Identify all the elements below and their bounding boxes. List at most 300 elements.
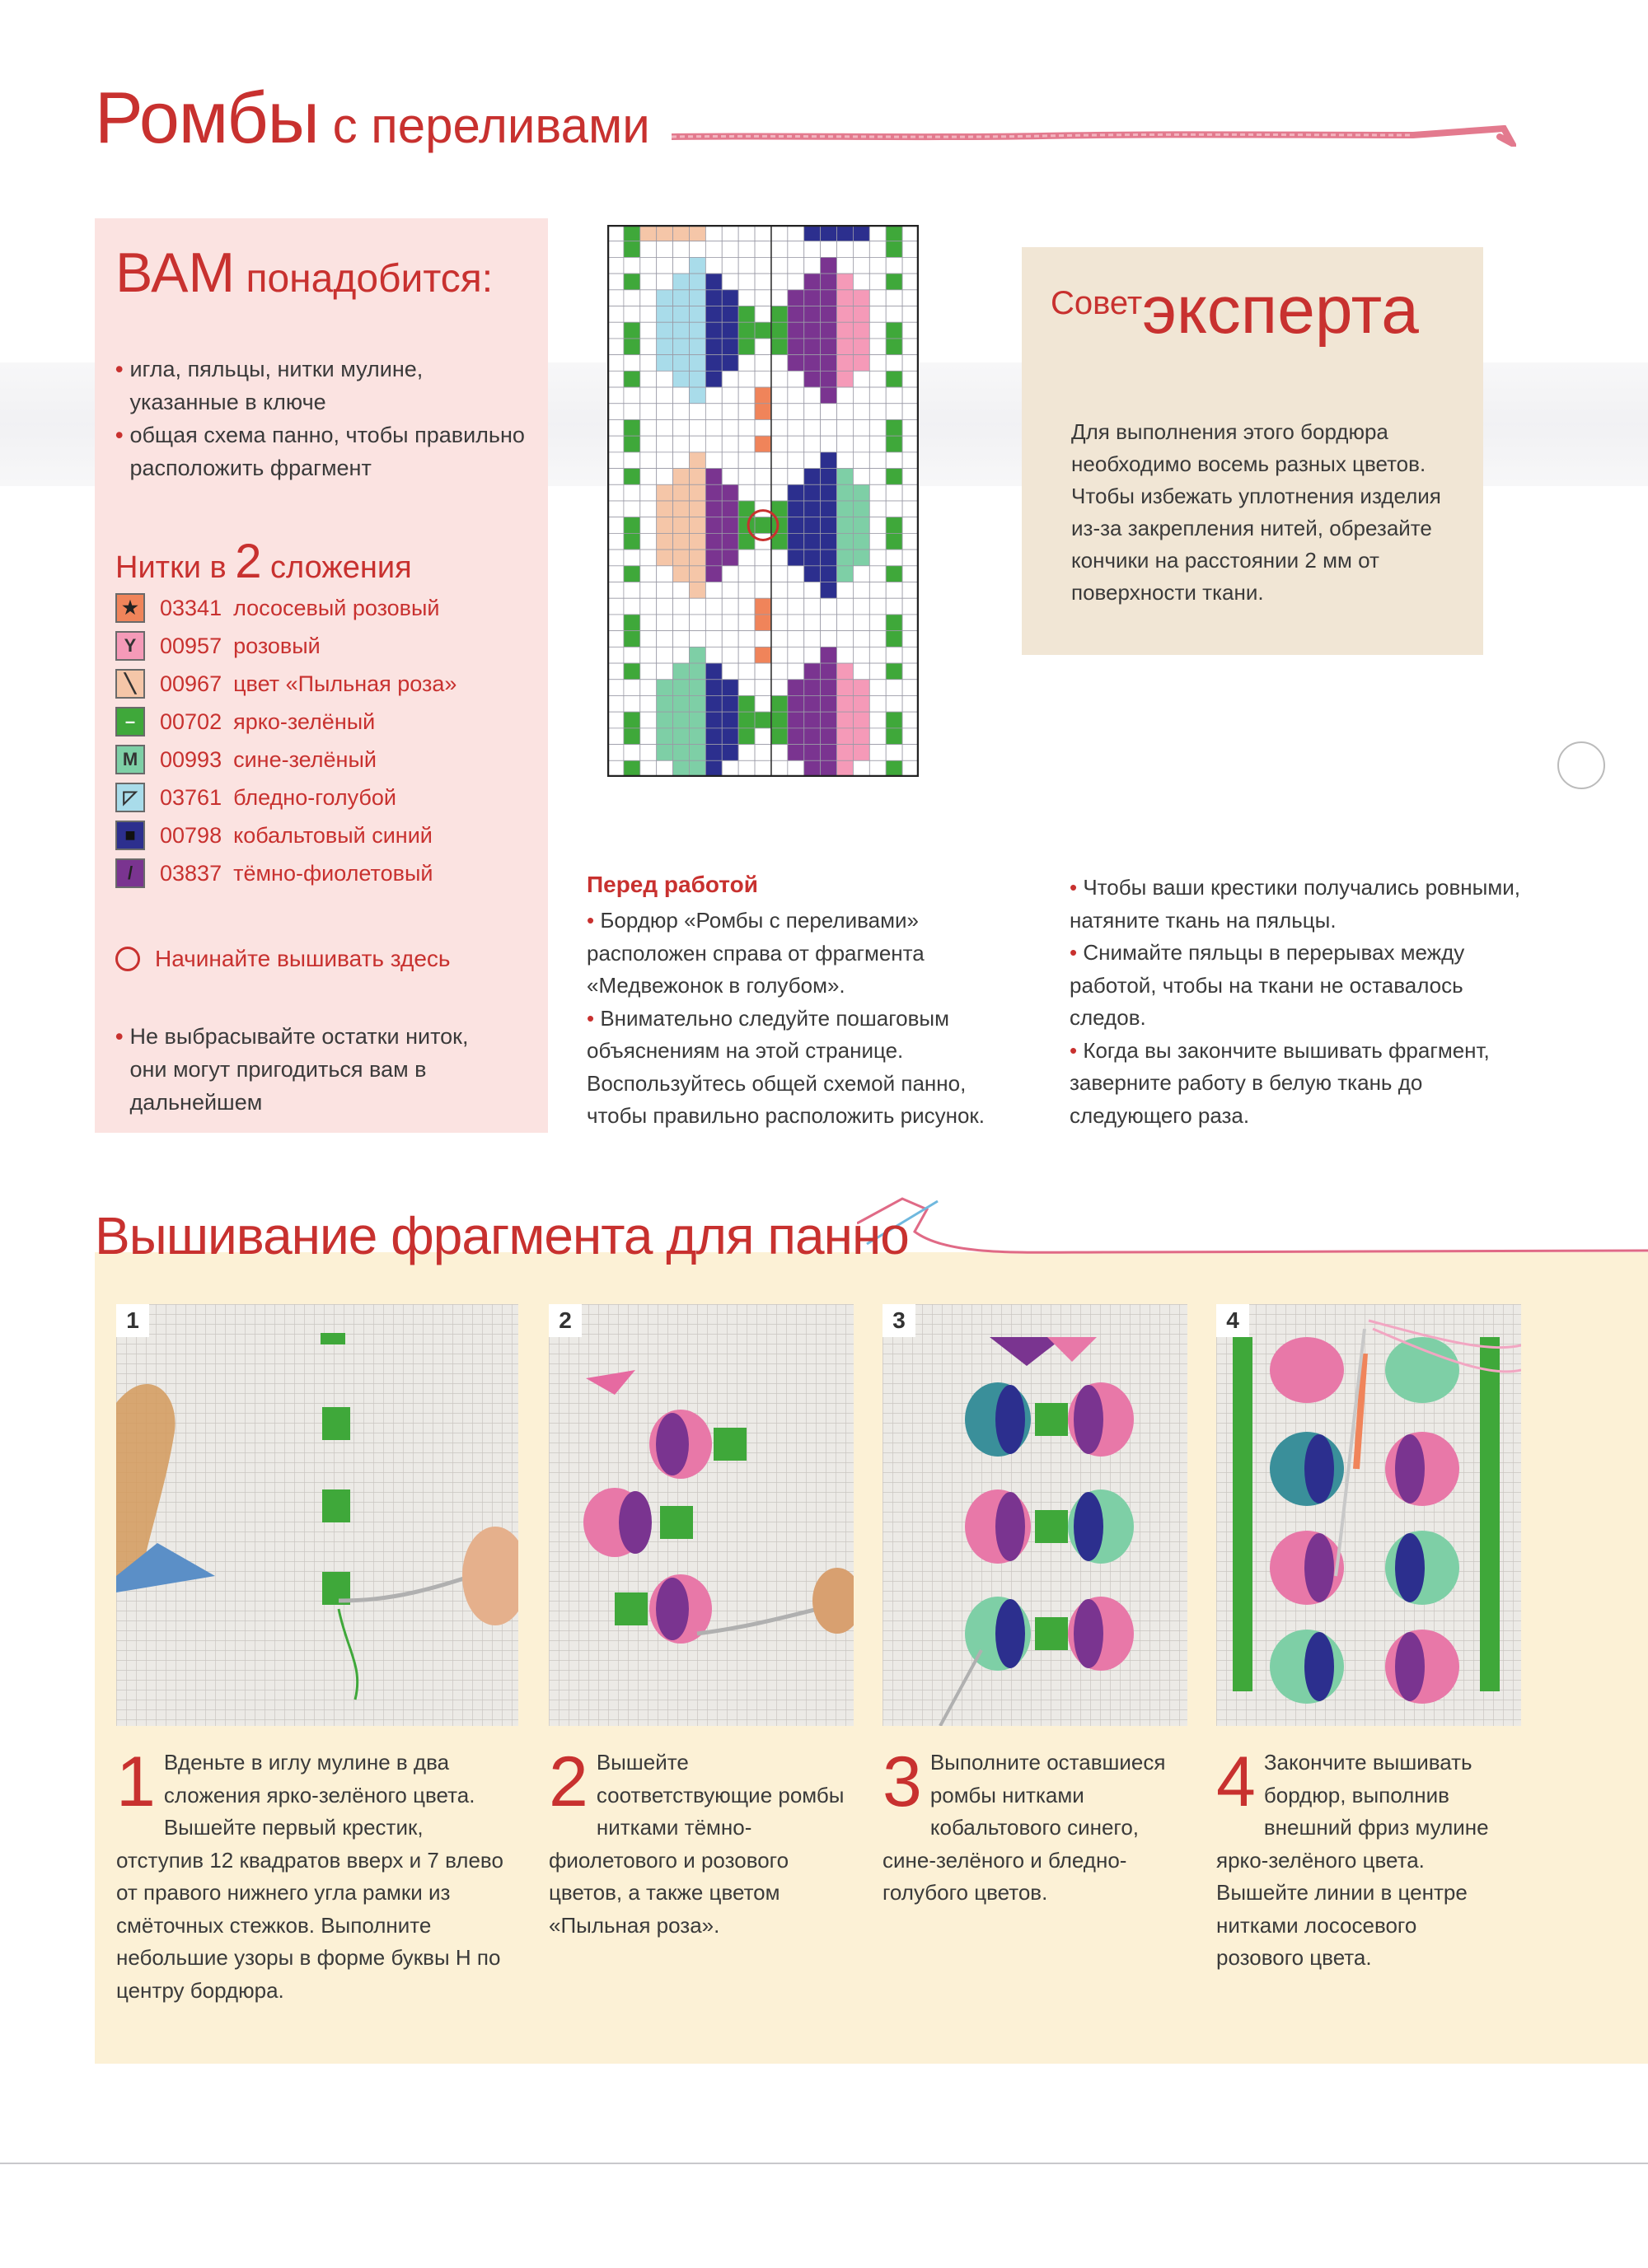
- chart-cell: [821, 695, 837, 712]
- chart-cell: [607, 501, 624, 517]
- chart-cell: [607, 680, 624, 696]
- chart-cell: [657, 549, 673, 566]
- chart-cell: [837, 695, 854, 712]
- chart-cell: [886, 290, 902, 306]
- thread-name: ярко-зелёный: [233, 708, 376, 734]
- chart-cell: [804, 241, 821, 258]
- chart-cell: [771, 469, 788, 485]
- chart-cell: [837, 225, 854, 241]
- thread-name: тёмно-фиолетовый: [233, 860, 433, 886]
- chart-cell: [821, 582, 837, 599]
- chart-cell: [804, 371, 821, 387]
- chart-cell: [738, 647, 755, 663]
- chart-cell: [804, 533, 821, 549]
- chart-cell: [837, 712, 854, 728]
- chart-cell: [755, 484, 771, 501]
- chart-cell: [624, 241, 640, 258]
- chart-cell: [705, 306, 722, 323]
- chart-cell: [624, 582, 640, 599]
- chart-cell: [869, 322, 886, 339]
- chart-cell: [886, 549, 902, 566]
- chart-cell: [886, 598, 902, 615]
- chart-cell: [788, 419, 804, 436]
- chart-cell: [705, 452, 722, 469]
- chart-cell: [771, 371, 788, 387]
- chart-cell: [804, 404, 821, 420]
- chart-cell: [673, 436, 690, 452]
- chart-cell: [607, 452, 624, 469]
- chart-cell: [624, 469, 640, 485]
- chart-cell: [673, 760, 690, 777]
- chart-cell: [607, 663, 624, 680]
- chart-cell: [640, 436, 657, 452]
- chart-cell: [788, 274, 804, 290]
- chart-cell: [869, 241, 886, 258]
- chart-cell: [624, 533, 640, 549]
- chart-cell: [738, 257, 755, 274]
- chart-cell: [689, 728, 705, 745]
- chart-cell: [821, 404, 837, 420]
- chart-cell: [804, 517, 821, 534]
- chart-cell: [722, 387, 738, 404]
- chart-cell: [624, 760, 640, 777]
- chart-cell: [722, 663, 738, 680]
- chart-cell: [821, 517, 837, 534]
- chart-cell: [804, 680, 821, 696]
- chart-cell: [755, 469, 771, 485]
- chart-cell: [771, 339, 788, 355]
- chart-cell: [673, 745, 690, 761]
- chart-cell: [771, 436, 788, 452]
- step-text-3: 3 Выполните оставшиеся ромбы нитками кобальтового синего, сине-зелёного и бледно-голубого цветов.: [883, 1742, 1166, 1905]
- chart-cell: [705, 225, 722, 241]
- chart-cell: [657, 647, 673, 663]
- chart-cell: [722, 484, 738, 501]
- chart-cell: [705, 533, 722, 549]
- chart-cell: [607, 371, 624, 387]
- chart-cell: [788, 582, 804, 599]
- chart-cell: [755, 241, 771, 258]
- chart-cell: [624, 306, 640, 323]
- chart-cell: [755, 501, 771, 517]
- chart-cell: [640, 728, 657, 745]
- chart-cell: [722, 680, 738, 696]
- chart-cell: [657, 680, 673, 696]
- chart-cell: [902, 225, 919, 241]
- chart-cell: [738, 404, 755, 420]
- chart-cell: [902, 322, 919, 339]
- chart-cell: [821, 501, 837, 517]
- chart-cell: [853, 517, 869, 534]
- chart-cell: [853, 647, 869, 663]
- chart-cell: [657, 469, 673, 485]
- thread-swatch: ★: [115, 593, 145, 623]
- chart-cell: [788, 598, 804, 615]
- chart-cell: [673, 306, 690, 323]
- chart-cell: [657, 355, 673, 372]
- chart-cell: [640, 533, 657, 549]
- thread-code: 03837: [160, 860, 222, 886]
- chart-cell: [738, 517, 755, 534]
- chart-cell: [657, 728, 673, 745]
- chart-cell: [657, 436, 673, 452]
- chart-cell: [673, 469, 690, 485]
- chart-cell: [705, 274, 722, 290]
- chart-cell: [771, 484, 788, 501]
- chart-cell: [689, 257, 705, 274]
- chart-cell: [722, 404, 738, 420]
- chart-cell: [886, 306, 902, 323]
- chart-cell: [869, 663, 886, 680]
- chart-cell: [886, 501, 902, 517]
- chart-cell: [738, 745, 755, 761]
- chart-cell: [821, 387, 837, 404]
- chart-cell: [722, 452, 738, 469]
- chart-cell: [853, 274, 869, 290]
- chart-cell: [788, 728, 804, 745]
- chart-cell: [607, 566, 624, 582]
- chart-cell: [722, 760, 738, 777]
- chart-cell: [869, 501, 886, 517]
- start-here-note: Начинайте вышивать здесь: [115, 946, 450, 972]
- chart-cell: [788, 549, 804, 566]
- chart-cell: [689, 371, 705, 387]
- chart-cell: [886, 663, 902, 680]
- thread-name: розовый: [233, 633, 321, 658]
- thread-key-row: [115, 819, 433, 852]
- chart-cell: [640, 517, 657, 534]
- chart-cell: [886, 695, 902, 712]
- chart-cell: [788, 647, 804, 663]
- chart-cell: [689, 680, 705, 696]
- chart-cell: [640, 582, 657, 599]
- chart-cell: [755, 339, 771, 355]
- chart-cell: [821, 533, 837, 549]
- chart-cell: [837, 306, 854, 323]
- chart-cell: [771, 647, 788, 663]
- chart-cell: [821, 598, 837, 615]
- chart-cell: [788, 387, 804, 404]
- chart-cell: [869, 387, 886, 404]
- chart-cell: [738, 322, 755, 339]
- chart-cell: [722, 533, 738, 549]
- chart-cell: [837, 469, 854, 485]
- chart-cell: [640, 647, 657, 663]
- chart-cell: [853, 566, 869, 582]
- chart-cell: [771, 225, 788, 241]
- thread-code: 00967: [160, 671, 222, 696]
- chart-cell: [607, 387, 624, 404]
- chart-cell: [607, 598, 624, 615]
- chart-cell: [640, 339, 657, 355]
- chart-cell: [804, 274, 821, 290]
- chart-cell: [607, 469, 624, 485]
- chart-cell: [837, 631, 854, 648]
- chart-cell: [640, 598, 657, 615]
- chart-cell: [607, 241, 624, 258]
- chart-cell: [657, 582, 673, 599]
- chart-cell: [902, 663, 919, 680]
- chart-cell: [804, 484, 821, 501]
- chart-cell: [738, 484, 755, 501]
- chart-cell: [705, 404, 722, 420]
- chart-cell: [722, 322, 738, 339]
- chart-cell: [869, 452, 886, 469]
- chart-cell: [689, 533, 705, 549]
- chart-cell: [755, 728, 771, 745]
- chart-cell: [837, 436, 854, 452]
- chart-cell: [788, 501, 804, 517]
- thread-name: лососевый розовый: [233, 595, 440, 620]
- chart-cell: [804, 290, 821, 306]
- chart-cell: [853, 680, 869, 696]
- threads-heading: Нитки в 2 сложения: [115, 535, 412, 588]
- chart-cell: [804, 647, 821, 663]
- chart-cell: [738, 728, 755, 745]
- chart-cell: [902, 371, 919, 387]
- chart-cell: [705, 615, 722, 631]
- chart-cell: [853, 501, 869, 517]
- chart-cell: [722, 631, 738, 648]
- chart-cell: [771, 404, 788, 420]
- chart-cell: [869, 631, 886, 648]
- chart-cell: [738, 695, 755, 712]
- chart-cell: [722, 419, 738, 436]
- chart-cell: [624, 501, 640, 517]
- chart-cell: [673, 241, 690, 258]
- chart-cell: [657, 290, 673, 306]
- chart-cell: [886, 760, 902, 777]
- chart-cell: [902, 241, 919, 258]
- chart-cell: [673, 647, 690, 663]
- expert-text: Для выполнения этого бордюра необходимо восемь разных цветов. Чтобы избежать уплотнения изделия из-за закрепления нитей, обрезайте кончики на расстоянии 2 мм от поверхности ткани.: [1071, 419, 1441, 605]
- chart-cell: [902, 728, 919, 745]
- chart-cell: [837, 501, 854, 517]
- chart-cell: [804, 549, 821, 566]
- chart-cell: [624, 339, 640, 355]
- chart-cell: [722, 728, 738, 745]
- chart-cell: [689, 760, 705, 777]
- chart-cell: [837, 452, 854, 469]
- chart-cell: [673, 290, 690, 306]
- chart-cell: [821, 615, 837, 631]
- chart-cell: [607, 647, 624, 663]
- chart-cell: [804, 728, 821, 745]
- chart-cell: [624, 517, 640, 534]
- chart-cell: [722, 615, 738, 631]
- chart-cell: [788, 290, 804, 306]
- chart-cell: [607, 728, 624, 745]
- chart-cell: [837, 615, 854, 631]
- chart-cell: [705, 371, 722, 387]
- chart-cell: [869, 712, 886, 728]
- chart-cell: [771, 728, 788, 745]
- chart-cell: [640, 290, 657, 306]
- chart-cell: [869, 290, 886, 306]
- chart-cell: [886, 241, 902, 258]
- chart-cell: [869, 371, 886, 387]
- chart-cell: [722, 257, 738, 274]
- chart-cell: [673, 404, 690, 420]
- chart-cell: [607, 615, 624, 631]
- chart-cell: [771, 598, 788, 615]
- chart-cell: [755, 419, 771, 436]
- chart-cell: [624, 322, 640, 339]
- chart-cell: [869, 647, 886, 663]
- chart-cell: [607, 322, 624, 339]
- chart-cell: [607, 582, 624, 599]
- chart-cell: [738, 419, 755, 436]
- chart-cell: [886, 582, 902, 599]
- chart-cell: [869, 355, 886, 372]
- chart-cell: [853, 419, 869, 436]
- chart-cell: [607, 549, 624, 566]
- chart-cell: [624, 484, 640, 501]
- chart-cell: [821, 631, 837, 648]
- chart-cell: [755, 355, 771, 372]
- chart-cell: [886, 647, 902, 663]
- chart-cell: [886, 533, 902, 549]
- chart-cell: [657, 371, 673, 387]
- thread-key-row: [115, 629, 321, 662]
- chart-cell: [689, 484, 705, 501]
- chart-cell: [705, 322, 722, 339]
- section-title: Вышивание фрагмента для панно: [95, 1206, 909, 1265]
- chart-cell: [657, 598, 673, 615]
- chart-cell: [821, 647, 837, 663]
- chart-cell: [771, 582, 788, 599]
- chart-cell: [886, 371, 902, 387]
- chart-cell: [640, 355, 657, 372]
- thread-swatch: ◸: [115, 783, 145, 812]
- chart-cell: [607, 419, 624, 436]
- chart-cell: [640, 371, 657, 387]
- chart-cell: [722, 517, 738, 534]
- chart-cell: [771, 419, 788, 436]
- chart-cell: [607, 404, 624, 420]
- chart-cell: [869, 582, 886, 599]
- chart-cell: [869, 257, 886, 274]
- chart-cell: [722, 712, 738, 728]
- chart-cell: [689, 631, 705, 648]
- chart-cell: [837, 387, 854, 404]
- chart-cell: [869, 274, 886, 290]
- chart-cell: [673, 419, 690, 436]
- chart-cell: [705, 290, 722, 306]
- chart-cell: [837, 419, 854, 436]
- chart-cell: [705, 355, 722, 372]
- chart-cell: [902, 615, 919, 631]
- chart-cell: [738, 598, 755, 615]
- chart-cell: [607, 517, 624, 534]
- chart-cell: [788, 339, 804, 355]
- chart-cell: [755, 663, 771, 680]
- chart-cell: [607, 745, 624, 761]
- chart-cell: [705, 631, 722, 648]
- expert-title: Советэксперта: [1051, 273, 1419, 348]
- chart-cell: [657, 663, 673, 680]
- chart-cell: [722, 436, 738, 452]
- chart-cell: [771, 631, 788, 648]
- chart-cell: [738, 663, 755, 680]
- chart-cell: [607, 274, 624, 290]
- chart-cell: [804, 582, 821, 599]
- chart-cell: [607, 436, 624, 452]
- chart-cell: [722, 225, 738, 241]
- chart-cell: [771, 566, 788, 582]
- chart-cell: [902, 517, 919, 534]
- chart-cell: [902, 712, 919, 728]
- chart-cell: [722, 549, 738, 566]
- chart-cell: [657, 484, 673, 501]
- chart-cell: [886, 339, 902, 355]
- chart-cell: [886, 322, 902, 339]
- chart-cell: [902, 582, 919, 599]
- chart-cell: [640, 274, 657, 290]
- chart-cell: [886, 469, 902, 485]
- chart-cell: [607, 306, 624, 323]
- chart-cell: [902, 355, 919, 372]
- chart-cell: [640, 695, 657, 712]
- chart-cell: [869, 598, 886, 615]
- chart-cell: [902, 598, 919, 615]
- chart-cell: [640, 322, 657, 339]
- chart-cell: [738, 306, 755, 323]
- chart-cell: [755, 290, 771, 306]
- chart-cell: [624, 274, 640, 290]
- chart-cell: [853, 339, 869, 355]
- chart-cell: [902, 647, 919, 663]
- chart-cell: [804, 663, 821, 680]
- chart-cell: [869, 566, 886, 582]
- chart-cell: [837, 598, 854, 615]
- chart-cell: [771, 322, 788, 339]
- before-work-col-1: • Бордюр «Ромбы с переливами» расположен справа от фрагмента «Медвежонок в голубом». • Внимательно следуйте пошаговым объяснениям на этой странице. Воспользуйтесь общей схемой панно, чтобы правильно расположить рисунок.: [587, 908, 986, 1128]
- chart-cell: [804, 257, 821, 274]
- chart-cell: [624, 371, 640, 387]
- chart-cell: [722, 745, 738, 761]
- chart-cell: [673, 371, 690, 387]
- chart-cell: [902, 760, 919, 777]
- chart-cell: [788, 257, 804, 274]
- chart-cell: [673, 339, 690, 355]
- chart-cell: [705, 517, 722, 534]
- chart-cell: [837, 663, 854, 680]
- thread-swatch: ╲: [115, 669, 145, 699]
- chart-cell: [869, 436, 886, 452]
- chart-cell: [738, 371, 755, 387]
- chart-cell: [673, 598, 690, 615]
- step-photo-2: [549, 1304, 854, 1726]
- chart-cell: [640, 225, 657, 241]
- chart-cell: [788, 355, 804, 372]
- chart-cell: [804, 695, 821, 712]
- chart-cell: [788, 631, 804, 648]
- chart-cell: [821, 274, 837, 290]
- chart-cell: [837, 566, 854, 582]
- chart-cell: [689, 647, 705, 663]
- chart-cell: [624, 404, 640, 420]
- chart-cell: [886, 728, 902, 745]
- chart-cell: [902, 419, 919, 436]
- chart-cell: [640, 566, 657, 582]
- chart-cell: [853, 436, 869, 452]
- thread-swatch: –: [115, 707, 145, 737]
- chart-cell: [607, 225, 624, 241]
- chart-cell: [804, 598, 821, 615]
- chart-cell: [755, 647, 771, 663]
- chart-cell: [837, 404, 854, 420]
